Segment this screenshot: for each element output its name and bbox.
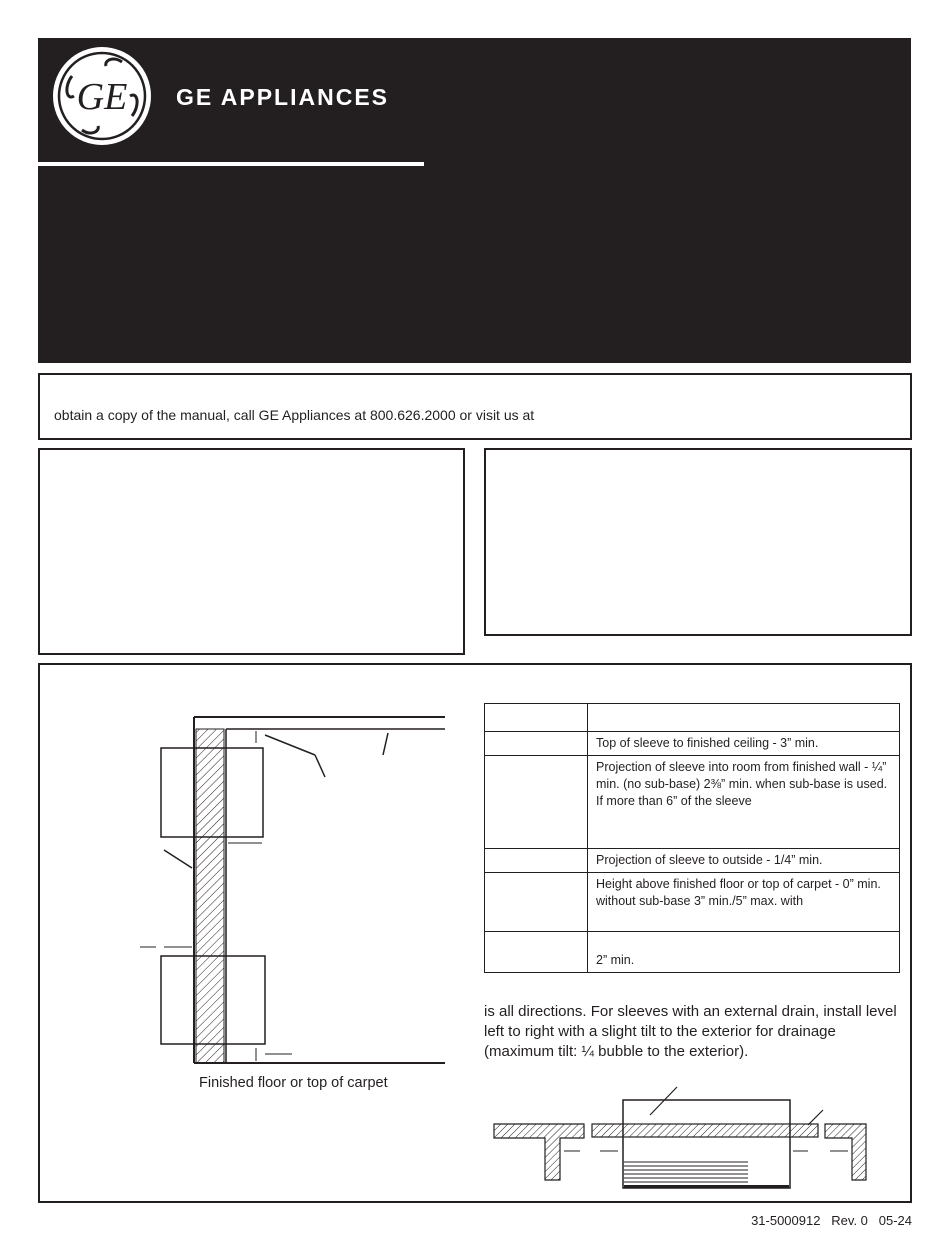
table-row [485, 873, 900, 932]
table-cell [485, 732, 588, 756]
notice-text: obtain a copy of the manual, call GE Appliances at 800.626.2000 or visit us at [54, 407, 535, 423]
table-cell [485, 756, 588, 849]
floor-label: Finished floor or top of carpet [199, 1075, 388, 1091]
svg-text:GE: GE [76, 76, 128, 118]
table-row [485, 849, 900, 873]
table-cell [485, 704, 588, 732]
table-cell: 2” min. [588, 932, 900, 973]
header-rule [38, 162, 424, 166]
header-band [38, 38, 911, 363]
ge-logo-icon [52, 46, 152, 146]
table-cell: Projection of sleeve into room from finished wall - ¼” min. (no sub-base) 2⅜” min. when sub-base is used. If more than 6” of the sleeve [588, 756, 900, 849]
table-cell [485, 932, 588, 973]
table-cell: Top of sleeve to finished ceiling - 3” min. [588, 732, 900, 756]
spec-table [484, 703, 900, 973]
drain-note: is all directions. For sleeves with an external drain, install level left to right with a slight tilt to the exterior for drainage (maximum tilt: ¼ bubble to the exterior). [484, 1003, 897, 1060]
wall-section-diagram [130, 705, 460, 1070]
table-cell [485, 873, 588, 932]
table-row [485, 732, 900, 756]
table-cell [485, 849, 588, 873]
table-row [485, 704, 900, 732]
doc-number: 31-5000912 Rev. 0 05-24 [751, 1213, 912, 1228]
table-cell [588, 704, 900, 732]
content-box-right [484, 448, 912, 636]
table-cell: Height above finished floor or top of carpet - 0” min. without sub-base 3” min./5” max. with [588, 873, 900, 932]
sleeve-level-diagram [490, 1085, 870, 1190]
content-box-left [38, 448, 465, 655]
table-cell: Projection of sleeve to outside - 1/4” min. [588, 849, 900, 873]
table-row [485, 756, 900, 849]
brand-name: GE APPLIANCES [176, 84, 390, 110]
table-row [485, 932, 900, 973]
